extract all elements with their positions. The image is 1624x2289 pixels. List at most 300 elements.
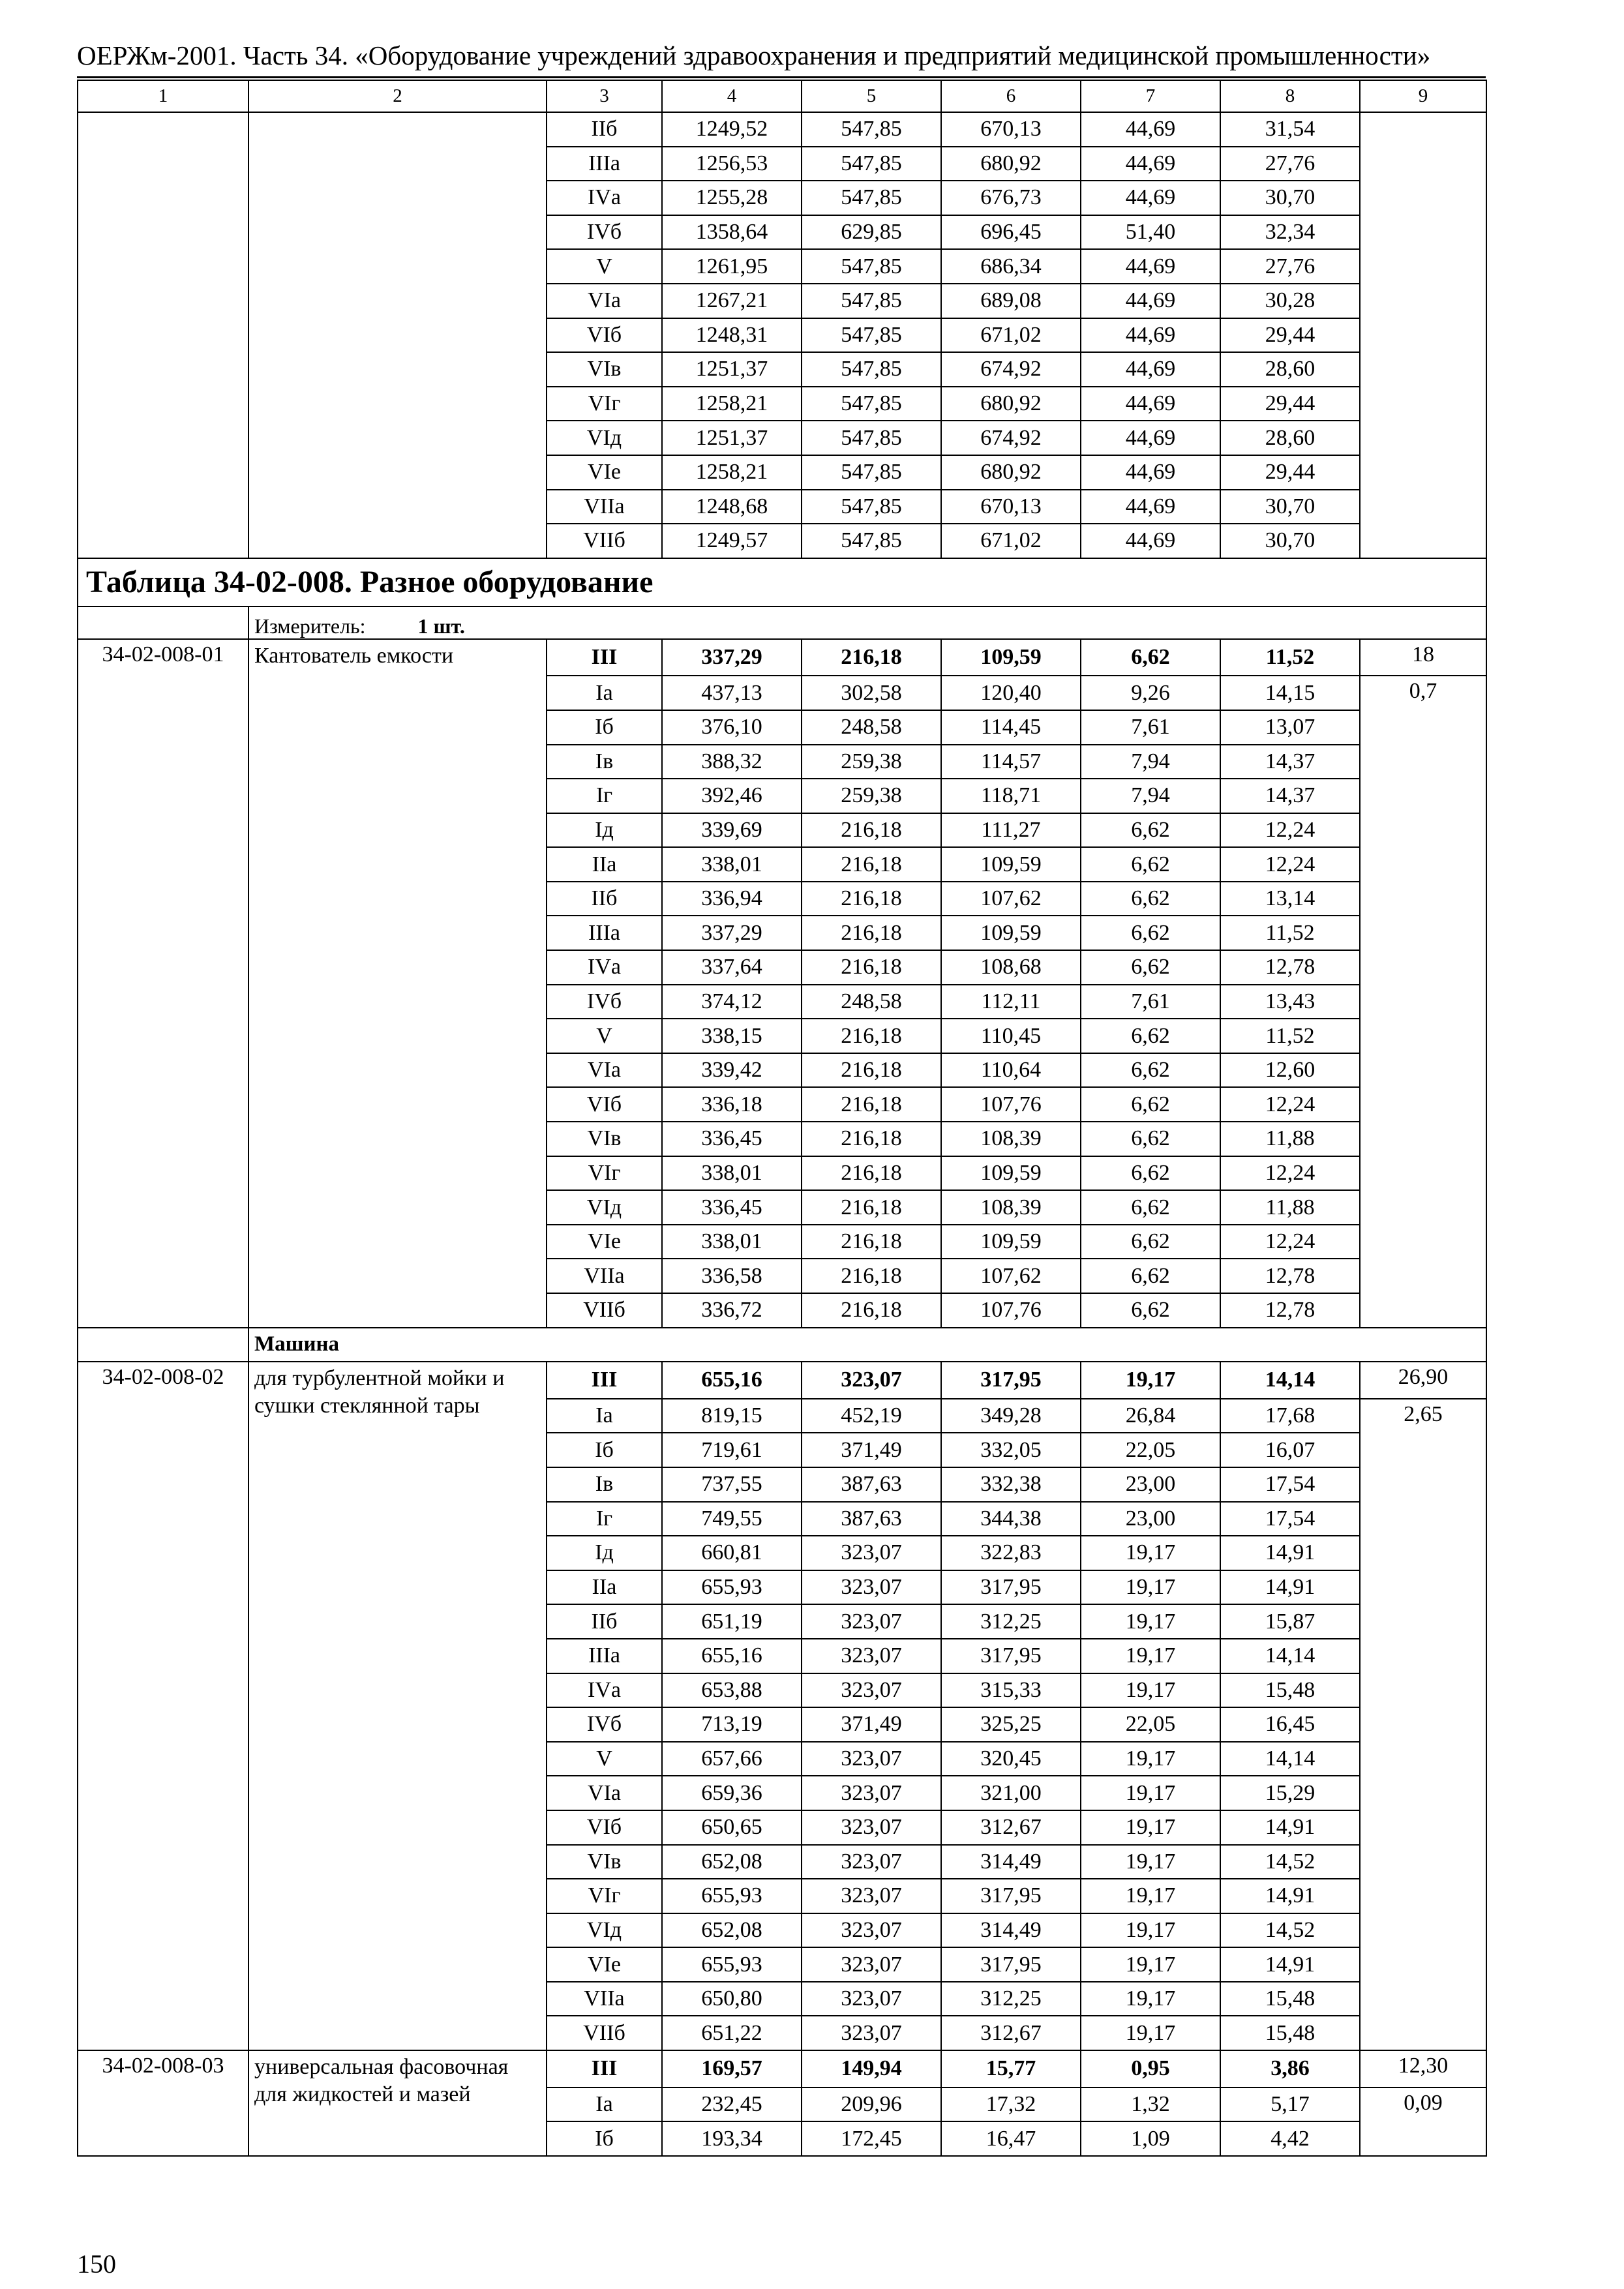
zone-cell: V xyxy=(547,1019,662,1053)
value-cell: 3,86 xyxy=(1220,2050,1360,2087)
value-cell: 349,28 xyxy=(941,1399,1081,1433)
value-cell: 323,07 xyxy=(802,1879,941,1913)
value-cell: 110,45 xyxy=(941,1019,1081,1053)
zone-cell: IVб xyxy=(547,985,662,1019)
value-cell: 15,48 xyxy=(1220,2016,1360,2050)
value-cell: 248,58 xyxy=(802,710,941,745)
page-number: 150 xyxy=(77,2249,116,2279)
value-cell: 1248,31 xyxy=(662,318,802,353)
value-cell: 337,29 xyxy=(662,916,802,950)
value-cell: 30,70 xyxy=(1220,181,1360,215)
subgroup-empty xyxy=(78,1328,248,1362)
value-cell: 19,17 xyxy=(1081,1742,1220,1776)
zone-cell: Iг xyxy=(547,1502,662,1536)
measurer xyxy=(248,606,1486,639)
column-number: 2 xyxy=(248,80,547,112)
value-cell: 676,73 xyxy=(941,181,1081,215)
value-cell: 655,16 xyxy=(662,1362,802,1399)
value-cell: 659,36 xyxy=(662,1776,802,1810)
value-cell: 325,25 xyxy=(941,1707,1081,1742)
value-cell: 11,52 xyxy=(1220,639,1360,676)
value-cell: 1261,95 xyxy=(662,249,802,284)
value-cell: 339,69 xyxy=(662,813,802,848)
value-cell: 7,94 xyxy=(1081,779,1220,813)
value-cell: 547,85 xyxy=(802,490,941,524)
value-cell: 16,45 xyxy=(1220,1707,1360,1742)
value-cell: 7,94 xyxy=(1081,745,1220,779)
table-title: Таблица 34-02-008. Разное оборудование xyxy=(78,558,1486,606)
value-cell: 28,60 xyxy=(1220,421,1360,455)
value-cell: 670,13 xyxy=(941,490,1081,524)
value-cell: 11,52 xyxy=(1220,916,1360,950)
value-cell: 315,33 xyxy=(941,1673,1081,1708)
value-cell: 32,34 xyxy=(1220,215,1360,250)
zone-cell: VIIа xyxy=(547,490,662,524)
value-cell: 44,69 xyxy=(1081,352,1220,387)
value-cell: 12,60 xyxy=(1220,1053,1360,1088)
value-cell: 28,60 xyxy=(1220,352,1360,387)
value-cell: 19,17 xyxy=(1081,1536,1220,1570)
zone-cell: Iг xyxy=(547,779,662,813)
value-cell: 336,94 xyxy=(662,882,802,916)
value-cell: 44,69 xyxy=(1081,490,1220,524)
value-cell: 6,62 xyxy=(1081,916,1220,950)
value-cell: 12,78 xyxy=(1220,1259,1360,1293)
value-cell: 14,37 xyxy=(1220,745,1360,779)
value-cell: 14,14 xyxy=(1220,1742,1360,1776)
name-cell xyxy=(248,112,547,558)
zone-cell: Iа xyxy=(547,676,662,710)
value-cell: 547,85 xyxy=(802,318,941,353)
zone-cell: V xyxy=(547,249,662,284)
value-cell: 259,38 xyxy=(802,779,941,813)
value-cell: 650,65 xyxy=(662,1810,802,1845)
value-cell: 332,05 xyxy=(941,1433,1081,1467)
value-cell: 15,48 xyxy=(1220,1673,1360,1708)
value-cell: 547,85 xyxy=(802,352,941,387)
value-cell: 344,38 xyxy=(941,1502,1081,1536)
value-cell: 14,14 xyxy=(1220,1639,1360,1673)
value-cell: 13,43 xyxy=(1220,985,1360,1019)
value-cell: 11,52 xyxy=(1220,1019,1360,1053)
item-code: 34-02-008-02 xyxy=(78,1362,248,2050)
value-cell: 216,18 xyxy=(802,1087,941,1122)
value-cell: 216,18 xyxy=(802,813,941,848)
value-cell: 19,17 xyxy=(1081,1362,1220,1399)
header-rule xyxy=(77,76,1486,78)
zone-cell: Iд xyxy=(547,1536,662,1570)
value-cell: 651,19 xyxy=(662,1604,802,1639)
value-cell: 6,62 xyxy=(1081,950,1220,985)
zone-cell: VIа xyxy=(547,1776,662,1810)
value-cell: 44,69 xyxy=(1081,421,1220,455)
value-cell: 107,62 xyxy=(941,1259,1081,1293)
value-cell: 1,09 xyxy=(1081,2121,1220,2156)
value-cell: 6,62 xyxy=(1081,1019,1220,1053)
value-cell: 336,72 xyxy=(662,1293,802,1328)
value-cell: 320,45 xyxy=(941,1742,1081,1776)
value-cell: 44,69 xyxy=(1081,455,1220,490)
value-cell: 339,42 xyxy=(662,1053,802,1088)
value-cell: 651,22 xyxy=(662,2016,802,2050)
value-cell: 44,69 xyxy=(1081,284,1220,318)
value-cell: 14,91 xyxy=(1220,1810,1360,1845)
item-name: универсальная фасовочная для жидкостей и мазей xyxy=(248,2050,547,2156)
value-cell: 17,68 xyxy=(1220,1399,1360,1433)
column-number-row xyxy=(78,80,1486,112)
value-cell: 4,42 xyxy=(1220,2121,1360,2156)
value-cell: 107,76 xyxy=(941,1087,1081,1122)
value-cell: 338,15 xyxy=(662,1019,802,1053)
table-row xyxy=(78,639,1486,676)
zone-cell: VIб xyxy=(547,1810,662,1845)
value-cell: 547,85 xyxy=(802,524,941,558)
value-cell: 193,34 xyxy=(662,2121,802,2156)
zone-cell: VIе xyxy=(547,1225,662,1259)
value-cell: 31,54 xyxy=(1220,112,1360,147)
value-cell: 674,92 xyxy=(941,421,1081,455)
column-number: 5 xyxy=(802,80,941,112)
zone-cell: III xyxy=(547,1362,662,1399)
value-cell: 51,40 xyxy=(1081,215,1220,250)
value-cell: 16,47 xyxy=(941,2121,1081,2156)
value-cell: 12,78 xyxy=(1220,950,1360,985)
value-cell: 323,07 xyxy=(802,1810,941,1845)
value-cell: 680,92 xyxy=(941,387,1081,421)
value-cell: 6,62 xyxy=(1081,847,1220,882)
value-cell: 14,91 xyxy=(1220,1947,1360,1982)
value-cell: 216,18 xyxy=(802,1053,941,1088)
zone-cell: IVа xyxy=(547,1673,662,1708)
value-cell: 336,45 xyxy=(662,1122,802,1156)
value-cell: 19,17 xyxy=(1081,1639,1220,1673)
zone-cell: VIв xyxy=(547,1122,662,1156)
value-cell: 392,46 xyxy=(662,779,802,813)
value-cell: 1249,57 xyxy=(662,524,802,558)
value-cell: 323,07 xyxy=(802,1673,941,1708)
zone-cell: IVб xyxy=(547,1707,662,1742)
value-cell: 1251,37 xyxy=(662,421,802,455)
value-cell: 12,24 xyxy=(1220,813,1360,848)
value-cell: 22,05 xyxy=(1081,1707,1220,1742)
value-cell: 323,07 xyxy=(802,1776,941,1810)
value-cell: 6,62 xyxy=(1081,1293,1220,1328)
value-cell: 338,01 xyxy=(662,847,802,882)
value-cell: 819,15 xyxy=(662,1399,802,1433)
value-cell: 216,18 xyxy=(802,1190,941,1225)
value-cell: 16,07 xyxy=(1220,1433,1360,1467)
value-cell: 323,07 xyxy=(802,1742,941,1776)
value-cell: 314,49 xyxy=(941,1845,1081,1879)
column-number: 1 xyxy=(78,80,248,112)
value-cell: 118,71 xyxy=(941,779,1081,813)
value-cell: 17,32 xyxy=(941,2087,1081,2122)
value-cell: 216,18 xyxy=(802,916,941,950)
zone-cell: VIе xyxy=(547,1947,662,1982)
value-cell: 44,69 xyxy=(1081,249,1220,284)
value-cell: 30,70 xyxy=(1220,490,1360,524)
value-cell: 337,29 xyxy=(662,639,802,676)
zone-cell: IIа xyxy=(547,1570,662,1605)
value-cell: 15,29 xyxy=(1220,1776,1360,1810)
value-cell: 323,07 xyxy=(802,1570,941,1605)
measurer-value: 1 шт. xyxy=(417,614,465,638)
value-cell: 15,87 xyxy=(1220,1604,1360,1639)
value-cell: 1256,53 xyxy=(662,147,802,181)
value-cell: 670,13 xyxy=(941,112,1081,147)
value-cell: 44,69 xyxy=(1081,387,1220,421)
value-cell: 114,45 xyxy=(941,710,1081,745)
value-cell: 19,17 xyxy=(1081,1879,1220,1913)
value-cell: 120,40 xyxy=(941,676,1081,710)
zone-cell: IIIа xyxy=(547,916,662,950)
value-cell: 149,94 xyxy=(802,2050,941,2087)
value-cell: 13,14 xyxy=(1220,882,1360,916)
value-cell: 1,32 xyxy=(1081,2087,1220,2122)
value-cell: 338,01 xyxy=(662,1225,802,1259)
value-cell: 387,63 xyxy=(802,1467,941,1502)
value-cell: 0,95 xyxy=(1081,2050,1220,2087)
value-cell: 108,68 xyxy=(941,950,1081,985)
value-cell: 6,62 xyxy=(1081,1122,1220,1156)
value-cell: 312,67 xyxy=(941,2016,1081,2050)
value-cell: 14,37 xyxy=(1220,779,1360,813)
value-cell: 259,38 xyxy=(802,745,941,779)
value-cell: 6,62 xyxy=(1081,1087,1220,1122)
value-cell: 27,76 xyxy=(1220,147,1360,181)
value-cell: 111,27 xyxy=(941,813,1081,848)
column-number: 3 xyxy=(547,80,662,112)
value-cell: 655,93 xyxy=(662,1879,802,1913)
value-cell: 216,18 xyxy=(802,1019,941,1053)
value-cell: 19,17 xyxy=(1081,2016,1220,2050)
table-row xyxy=(78,1362,1486,1399)
value-cell: 547,85 xyxy=(802,421,941,455)
value-cell: 30,70 xyxy=(1220,524,1360,558)
value-cell: 19,17 xyxy=(1081,1913,1220,1948)
value-cell: 23,00 xyxy=(1081,1502,1220,1536)
value-cell: 323,07 xyxy=(802,1947,941,1982)
value-cell: 653,88 xyxy=(662,1673,802,1708)
value-cell: 14,91 xyxy=(1220,1879,1360,1913)
value-cell: 44,69 xyxy=(1081,112,1220,147)
value-cell: 749,55 xyxy=(662,1502,802,1536)
value-cell: 1258,21 xyxy=(662,455,802,490)
zone-cell: VIа xyxy=(547,1053,662,1088)
value-cell: 671,02 xyxy=(941,524,1081,558)
value-cell: 655,16 xyxy=(662,1639,802,1673)
col9-value: 18 xyxy=(1360,639,1486,676)
value-cell: 19,17 xyxy=(1081,1947,1220,1982)
col9-cell xyxy=(1360,112,1486,558)
value-cell: 232,45 xyxy=(662,2087,802,2122)
value-cell: 12,24 xyxy=(1220,1087,1360,1122)
value-cell: 19,17 xyxy=(1081,1673,1220,1708)
value-cell: 13,07 xyxy=(1220,710,1360,745)
value-cell: 312,67 xyxy=(941,1810,1081,1845)
value-cell: 14,91 xyxy=(1220,1570,1360,1605)
value-cell: 216,18 xyxy=(802,882,941,916)
value-cell: 336,18 xyxy=(662,1087,802,1122)
value-cell: 12,78 xyxy=(1220,1293,1360,1328)
value-cell: 655,93 xyxy=(662,1947,802,1982)
value-cell: 15,48 xyxy=(1220,1982,1360,2016)
measurer-row xyxy=(78,606,1486,639)
value-cell: 108,39 xyxy=(941,1122,1081,1156)
zone-cell: IVб xyxy=(547,215,662,250)
value-cell: 29,44 xyxy=(1220,387,1360,421)
value-cell: 23,00 xyxy=(1081,1467,1220,1502)
value-cell: 6,62 xyxy=(1081,882,1220,916)
value-cell: 14,52 xyxy=(1220,1845,1360,1879)
value-cell: 547,85 xyxy=(802,112,941,147)
zone-cell: VIа xyxy=(547,284,662,318)
value-cell: 317,95 xyxy=(941,1362,1081,1399)
value-cell: 696,45 xyxy=(941,215,1081,250)
column-number: 7 xyxy=(1081,80,1220,112)
value-cell: 109,59 xyxy=(941,1225,1081,1259)
zone-cell: VIб xyxy=(547,1087,662,1122)
value-cell: 19,17 xyxy=(1081,1810,1220,1845)
zone-cell: IIа xyxy=(547,847,662,882)
zone-cell: IIб xyxy=(547,882,662,916)
value-cell: 216,18 xyxy=(802,1225,941,1259)
value-cell: 109,59 xyxy=(941,916,1081,950)
table-row xyxy=(78,2050,1486,2087)
value-cell: 19,17 xyxy=(1081,1776,1220,1810)
value-cell: 323,07 xyxy=(802,1362,941,1399)
value-cell: 1249,52 xyxy=(662,112,802,147)
value-cell: 216,18 xyxy=(802,847,941,882)
value-cell: 216,18 xyxy=(802,639,941,676)
value-cell: 437,13 xyxy=(662,676,802,710)
running-header: ОЕРЖм-2001. Часть 34. «Оборудование учреждений здравоохранения и предприятий медицинской промышленности» xyxy=(77,40,1431,70)
zone-cell: VIг xyxy=(547,1879,662,1913)
value-cell: 713,19 xyxy=(662,1707,802,1742)
value-cell: 652,08 xyxy=(662,1845,802,1879)
item-code: 34-02-008-03 xyxy=(78,2050,248,2156)
value-cell: 376,10 xyxy=(662,710,802,745)
value-cell: 19,17 xyxy=(1081,1570,1220,1605)
value-cell: 650,80 xyxy=(662,1982,802,2016)
value-cell: 19,17 xyxy=(1081,1604,1220,1639)
zone-cell: VIIа xyxy=(547,1259,662,1293)
column-number: 9 xyxy=(1360,80,1486,112)
value-cell: 109,59 xyxy=(941,1156,1081,1191)
zone-cell: VIг xyxy=(547,1156,662,1191)
value-cell: 547,85 xyxy=(802,455,941,490)
value-cell: 14,91 xyxy=(1220,1536,1360,1570)
value-cell: 686,34 xyxy=(941,249,1081,284)
value-cell: 374,12 xyxy=(662,985,802,1019)
value-cell: 1248,68 xyxy=(662,490,802,524)
value-cell: 312,25 xyxy=(941,1604,1081,1639)
value-cell: 12,24 xyxy=(1220,847,1360,882)
code-cell xyxy=(78,112,248,558)
value-cell: 336,58 xyxy=(662,1259,802,1293)
value-cell: 338,01 xyxy=(662,1156,802,1191)
zone-cell: VIб xyxy=(547,318,662,353)
value-cell: 26,84 xyxy=(1081,1399,1220,1433)
value-cell: 371,49 xyxy=(802,1707,941,1742)
value-cell: 5,17 xyxy=(1220,2087,1360,2122)
value-cell: 29,44 xyxy=(1220,455,1360,490)
value-cell: 1358,64 xyxy=(662,215,802,250)
zone-cell: IIб xyxy=(547,1604,662,1639)
item-code: 34-02-008-01 xyxy=(78,639,248,1328)
value-cell: 248,58 xyxy=(802,985,941,1019)
value-cell: 323,07 xyxy=(802,1845,941,1879)
col9-value: 2,65 xyxy=(1360,1399,1486,2050)
value-cell: 452,19 xyxy=(802,1399,941,1433)
value-cell: 547,85 xyxy=(802,284,941,318)
measurer-label: Измеритель: xyxy=(254,614,366,638)
value-cell: 387,63 xyxy=(802,1502,941,1536)
value-cell: 14,14 xyxy=(1220,1362,1360,1399)
value-cell: 317,95 xyxy=(941,1639,1081,1673)
value-cell: 17,54 xyxy=(1220,1502,1360,1536)
zone-cell: Iа xyxy=(547,2087,662,2122)
value-cell: 44,69 xyxy=(1081,181,1220,215)
zone-cell: Iв xyxy=(547,1467,662,1502)
value-cell: 216,18 xyxy=(802,950,941,985)
zone-cell: III xyxy=(547,639,662,676)
value-cell: 6,62 xyxy=(1081,1225,1220,1259)
value-cell: 19,17 xyxy=(1081,1982,1220,2016)
zone-cell: IVа xyxy=(547,950,662,985)
value-cell: 336,45 xyxy=(662,1190,802,1225)
value-cell: 547,85 xyxy=(802,249,941,284)
value-cell: 172,45 xyxy=(802,2121,941,2156)
value-cell: 107,76 xyxy=(941,1293,1081,1328)
value-cell: 108,39 xyxy=(941,1190,1081,1225)
value-cell: 19,17 xyxy=(1081,1845,1220,1879)
value-cell: 388,32 xyxy=(662,745,802,779)
value-cell: 216,18 xyxy=(802,1122,941,1156)
value-cell: 11,88 xyxy=(1220,1190,1360,1225)
value-cell: 317,95 xyxy=(941,1879,1081,1913)
value-cell: 317,95 xyxy=(941,1947,1081,1982)
value-cell: 15,77 xyxy=(941,2050,1081,2087)
value-cell: 110,64 xyxy=(941,1053,1081,1088)
column-number: 6 xyxy=(941,80,1081,112)
value-cell: 737,55 xyxy=(662,1467,802,1502)
zone-cell: VIв xyxy=(547,1845,662,1879)
value-cell: 322,83 xyxy=(941,1536,1081,1570)
value-cell: 7,61 xyxy=(1081,985,1220,1019)
value-cell: 6,62 xyxy=(1081,639,1220,676)
value-cell: 14,15 xyxy=(1220,676,1360,710)
measurer-empty xyxy=(78,606,248,639)
value-cell: 371,49 xyxy=(802,1433,941,1467)
value-cell: 719,61 xyxy=(662,1433,802,1467)
column-number: 4 xyxy=(662,80,802,112)
value-cell: 9,26 xyxy=(1081,676,1220,710)
value-cell: 547,85 xyxy=(802,147,941,181)
value-cell: 657,66 xyxy=(662,1742,802,1776)
zone-cell: VIв xyxy=(547,352,662,387)
value-cell: 12,24 xyxy=(1220,1225,1360,1259)
value-cell: 323,07 xyxy=(802,1604,941,1639)
value-cell: 323,07 xyxy=(802,2016,941,2050)
value-cell: 314,49 xyxy=(941,1913,1081,1948)
zone-cell: VIIб xyxy=(547,1293,662,1328)
value-cell: 44,69 xyxy=(1081,524,1220,558)
zone-cell: IIIа xyxy=(547,1639,662,1673)
value-cell: 29,44 xyxy=(1220,318,1360,353)
zone-cell: VIIа xyxy=(547,1982,662,2016)
col9-value: 0,09 xyxy=(1360,2087,1486,2156)
